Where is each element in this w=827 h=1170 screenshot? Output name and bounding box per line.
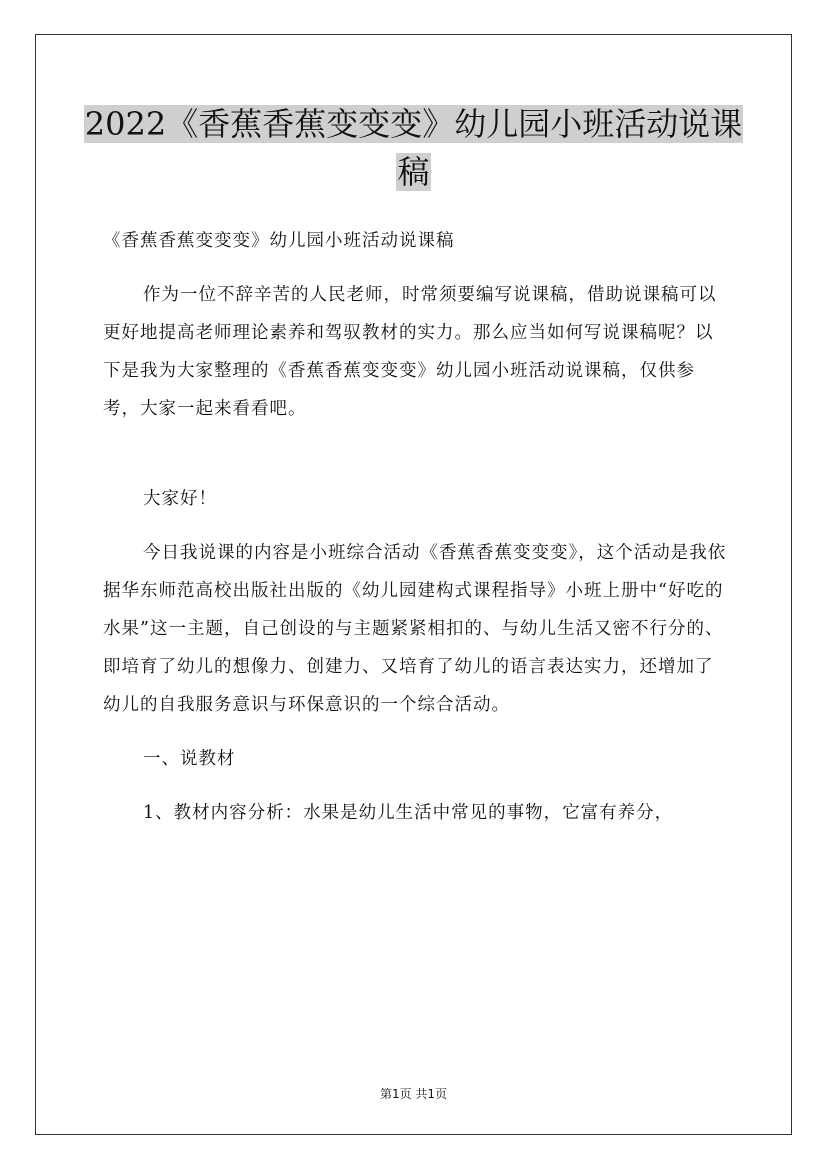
document-body <box>103 222 729 832</box>
subtitle: 《香蕉香蕉变变变》幼儿园小班活动说课稿 <box>103 231 455 251</box>
greeting: 大家好！ <box>143 489 217 509</box>
item-1: 1、教材内容分析：水果是幼儿生活中常见的事物，它富有养分， <box>143 803 674 823</box>
document-title <box>60 100 767 196</box>
section-heading: 一、说教材 <box>143 749 236 769</box>
page-number-footer: 第1页 共1页 <box>379 1087 448 1101</box>
main-paragraph: 今日我说课的内容是小班综合活动《香蕉香蕉变变变》，这个活动是我依据华东师范高校出版社出版的《幼儿园建构式课程指导》小班上册中“好吃的水果”这一主题，自己创设的与主题紧紧相扣的、与幼儿生活又密不行分的、即培育了幼儿的想像力、创建力、又培育了幼儿的语言表达实力，还增加了幼儿的自我服务意识与环保意识的一个综合活动。 <box>103 543 727 715</box>
title-line-1: 2022《香蕉香蕉变变变》幼儿园小班活动说课 <box>84 105 743 143</box>
title-line-2: 稿 <box>397 153 430 191</box>
intro-paragraph: 作为一位不辞辛苦的人民老师，时常须要编写说课稿，借助说课稿可以更好地提高老师理论素养和驾驭教材的实力。那么应当如何写说课稿呢？以下是我为大家整理的《香蕉香蕉变变变》幼儿园小班活动说课稿，仅供参考，大家一起来看看吧。 <box>103 285 717 419</box>
